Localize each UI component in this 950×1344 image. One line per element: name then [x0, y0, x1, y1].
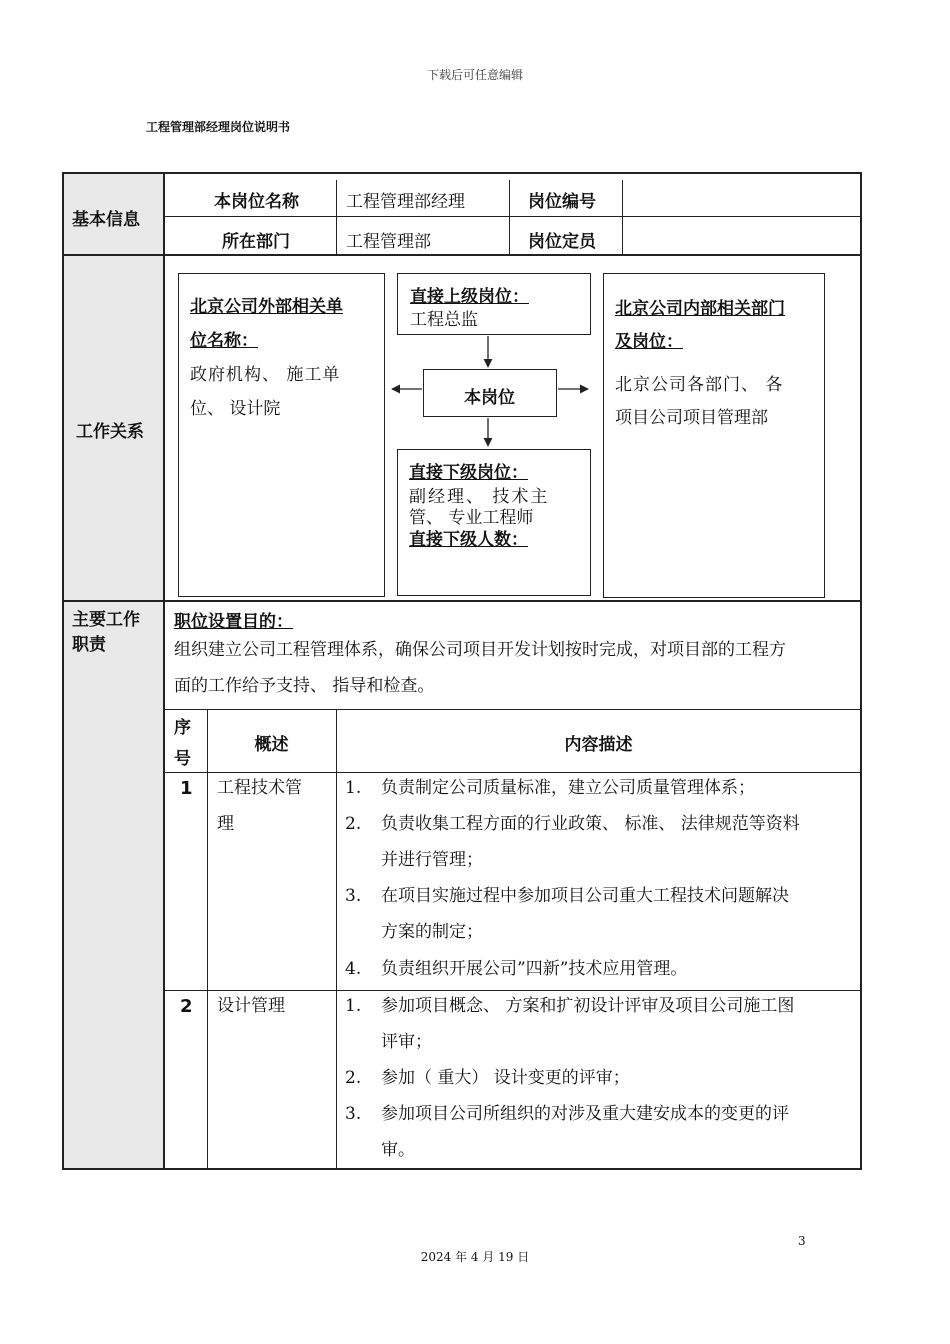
col-no-line2: 号	[174, 749, 191, 769]
department-label: 所在部门	[222, 232, 290, 252]
footer-date: 2024 年 4 月 19 日	[420, 1250, 530, 1264]
this-position-label: 本岗位	[464, 388, 515, 408]
subordinate-count-label: 直接下级人数：	[409, 530, 528, 550]
headcount-label: 岗位定员	[528, 232, 596, 252]
position-code-label: 岗位编号	[528, 192, 596, 212]
purpose-title: 职位设置目的：	[174, 612, 293, 632]
divider-duty-col1	[207, 709, 208, 1170]
item-number: 3.	[345, 1104, 362, 1124]
item-text: 审。	[381, 1140, 415, 1160]
item-number: 1.	[345, 778, 362, 798]
row-1-summary-line2: 理	[217, 814, 234, 834]
section-duties-line1: 主要工作	[72, 610, 140, 630]
department-value: 工程管理部	[346, 232, 431, 252]
item-text: 参加项目概念、 方案和扩初设计评审及项目公司施工图	[381, 996, 795, 1016]
item-text: 负责组织开展公司”四新”技术应用管理。	[381, 959, 688, 979]
purpose-line2: 面的工作给予支持、 指导和检查。	[174, 676, 435, 696]
document-title: 工程管理部经理岗位说明书	[146, 120, 291, 134]
item-text: 并进行管理；	[381, 850, 483, 870]
row-1-summary-line1: 工程技术管	[217, 778, 302, 798]
section-basic-info: 基本信息	[72, 210, 140, 230]
item-number: 2.	[345, 814, 362, 834]
row-1-no: 1	[180, 778, 193, 799]
item-number: 1.	[345, 996, 362, 1016]
item-text: 负责收集工程方面的行业政策、 标准、 法律规范等资料	[381, 814, 800, 834]
position-name-label: 本岗位名称	[214, 192, 299, 212]
internal-body-line2: 项目公司项目管理部	[615, 408, 768, 428]
item-text: 参加项目公司所组织的对涉及重大建安成本的变更的评	[381, 1104, 789, 1124]
item-text: 方案的制定；	[381, 922, 483, 942]
item-text: 在项目实施过程中参加项目公司重大工程技术问题解决	[381, 886, 789, 906]
subordinate-line1: 副经理、 技术主	[409, 487, 550, 507]
col-no-line1: 序	[174, 718, 191, 738]
col-detail: 内容描述	[564, 735, 633, 755]
page-number: 3	[798, 1234, 806, 1248]
section-duties-line2: 职责	[72, 635, 106, 655]
header-note: 下载后可任意编辑	[426, 68, 523, 82]
purpose-line1: 组织建立公司工程管理体系，确保公司项目开发计划按时完成，对项目部的工程方	[174, 640, 786, 660]
subordinate-line2: 管、 专业工程师	[409, 508, 534, 528]
item-number: 4.	[345, 959, 362, 979]
col-summary: 概述	[254, 735, 289, 755]
divider-duty-col2	[336, 709, 337, 1170]
row-2-summary-line1: 设计管理	[217, 996, 285, 1016]
section-work-relations: 工作关系	[76, 422, 144, 442]
item-text: 参加（ 重大） 设计变更的评审；	[381, 1068, 630, 1088]
internal-title-line1: 北京公司内部相关部门	[615, 299, 785, 319]
item-text: 评审；	[381, 1032, 432, 1052]
external-title-line2: 位名称：	[190, 331, 258, 351]
superior-title: 直接上级岗位：	[410, 287, 529, 307]
row-2-no: 2	[180, 996, 193, 1017]
external-body-line1: 政府机构、 施工单	[190, 365, 341, 385]
internal-body-line1: 北京公司各部门、 各	[615, 375, 784, 395]
item-number: 3.	[345, 886, 362, 906]
divider-purpose	[164, 709, 860, 710]
position-name-value: 工程管理部经理	[346, 192, 465, 212]
subordinate-title: 直接下级岗位：	[409, 463, 528, 483]
internal-title-line2: 及岗位：	[615, 332, 683, 352]
external-body-line2: 位、 设计院	[190, 399, 281, 419]
item-text: 负责制定公司质量标准，建立公司质量管理体系；	[381, 778, 755, 798]
external-title-line1: 北京公司外部相关单	[190, 297, 343, 317]
superior-value: 工程总监	[410, 310, 478, 330]
item-number: 2.	[345, 1068, 362, 1088]
